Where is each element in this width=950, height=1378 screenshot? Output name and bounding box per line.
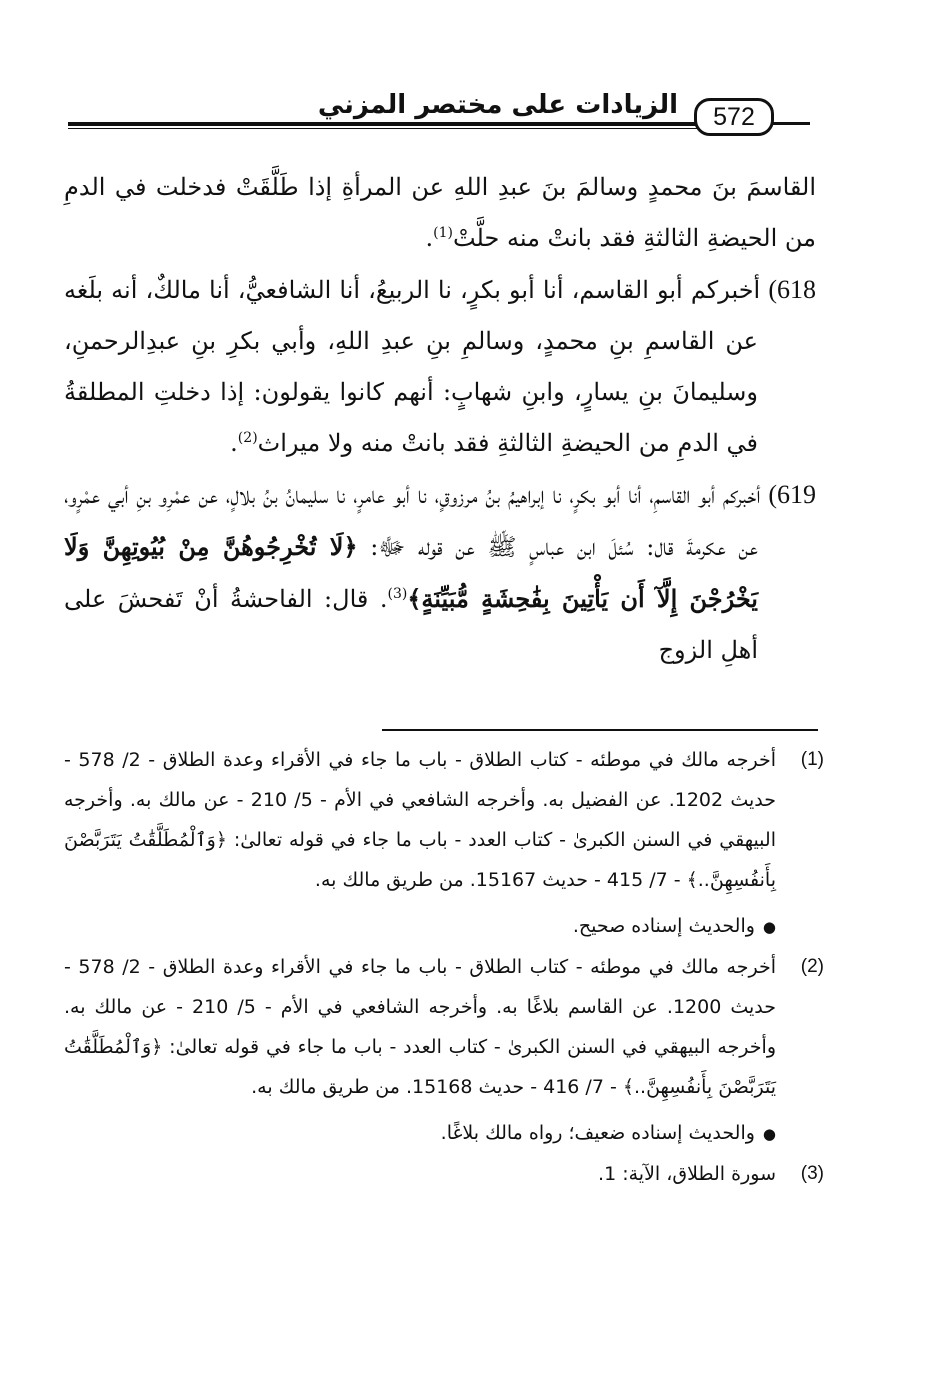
footnote-number: (2) (800, 956, 824, 977)
footnote-1-grading (64, 906, 824, 947)
footnote-text: أخرجه مالك في موطئه - كتاب الطلاق - باب ما جاء في الأقراء وعدة الطلاق - 2/ 578 - حديث 1202. عن الفضيل به. وأخرجه الشافعي في الأم - 5/ 210 - عن مالك به. وأخرجه البيهقي في السنن الكبرىٰ - كتاب العدد - باب ما جاء في قوله تعالىٰ: ﴿وَٱلْمُطَلَّقَٰتُ يَتَرَبَّصْنَ بِأَنفُسِهِنَّ..﴾ - 7/ 415 - حديث 15167. من طريق مالك به. (64, 749, 776, 891)
footnote-ref[interactable]: (1) (433, 225, 453, 241)
header-rule (68, 122, 708, 126)
footnotes (64, 740, 824, 1194)
running-title: الزيادات على مختصر المزني (317, 90, 678, 120)
grading-text: والحديث إسناده ضعيف؛ رواه مالك بلاغًا. (440, 1122, 755, 1144)
footnote-2-grading (64, 1113, 824, 1154)
paragraph-text: . قال: الفاحشةُ أنْ تَفحشَ على أهلِ الزوج (64, 585, 758, 664)
footnote-1 (64, 740, 824, 900)
footnote-ref[interactable]: (3) (387, 586, 408, 602)
hadith-number: 619) (768, 480, 816, 509)
punctuation: . (230, 429, 238, 457)
hadith-number: 618) (768, 275, 816, 304)
grading-text: والحديث إسناده صحيح. (572, 915, 755, 937)
footnote-ref[interactable]: (2) (237, 430, 258, 446)
page-number: 572 (694, 98, 774, 136)
header-rule-thin (68, 128, 708, 129)
hadith-618 (64, 264, 816, 469)
quran-verse: ﴿لَا تُخْرِجُوهُنَّ مِنْ بُيُوتِهِنَّ وَلَا يَخْرُجْنَ إِلَّآ أَن يَأْتِينَ بِفَٰحِشَةٍ مُّبَيِّنَةٍ﴾ (64, 532, 758, 613)
header-rule-right (768, 122, 810, 125)
footnote-text: أخرجه مالك في موطئه - كتاب الطلاق - باب ما جاء في الأقراء وعدة الطلاق - 2/ 578 - حديث 1200. عن القاسم بلاغًا به. وأخرجه الشافعي في الأم - 5/ 210 - عن مالك به. وأخرجه البيهقي في السنن الكبرىٰ - كتاب العدد - باب ما جاء في قوله تعالىٰ: ﴿وَٱلْمُطَلَّقَٰتُ يَتَرَبَّصْنَ بِأَنفُسِهِنَّ..﴾ - 7/ 416 - حديث 15168. من طريق مالك به. (64, 956, 776, 1098)
footnote-text: سورة الطلاق، الآية: 1. (598, 1163, 776, 1185)
paragraph-continuation (64, 162, 816, 264)
footnote-2 (64, 947, 824, 1107)
footnote-3 (64, 1154, 824, 1194)
footnote-separator (382, 729, 818, 731)
bullet-icon: ● (762, 1125, 776, 1143)
punctuation: . (425, 224, 434, 252)
main-text (64, 162, 816, 676)
paragraph-text: أخبركم أبو القاسمِ، أنا أبو بكرٍ، نا إبراهيمُ بنُ مرزوقٍ، نا أبو عامرٍ، نا سليمانُ بنُ بلالٍ، عن عمْرِو بنِ أبي عمْرٍو، عن عكرمةَ قال: سُئلَ ابن عباسٍ ﷺ عن قوله ﷻ: (64, 481, 761, 561)
paragraph-text: أخبركم أبو القاسم، أنا أبو بكرٍ، نا الربيعُ، أنا الشافعيُّ، أنا مالكٌ، أنه بلَغه عن القاسمِ بنِ محمدٍ، وسالمِ بنِ عبدِ اللهِ، وأبي بكرِ بنِ عبدِالرحمنِ، وسليمانَ بنِ يسارٍ، وابنِ شهابٍ: أنهم كانوا يقولون: إذا دخلتِ المطلقةُ في الدمِ من الحيضةِ الثالثةِ فقد بانتْ منه ولا ميراث (64, 276, 761, 457)
footnote-number: (3) (800, 1163, 824, 1184)
bullet-icon: ● (762, 918, 776, 936)
page-header (68, 88, 810, 134)
hadith-619 (64, 469, 816, 676)
paragraph-text: القاسمَ بنَ محمدٍ وسالمَ بنَ عبدِ اللهِ عن المرأةِ إذا طَلَّقَتْ فدخلت في الدمِ من الحيضةِ الثالثةِ فقد بانتْ منه حلَّتْ (64, 173, 816, 252)
footnote-number: (1) (800, 749, 824, 770)
